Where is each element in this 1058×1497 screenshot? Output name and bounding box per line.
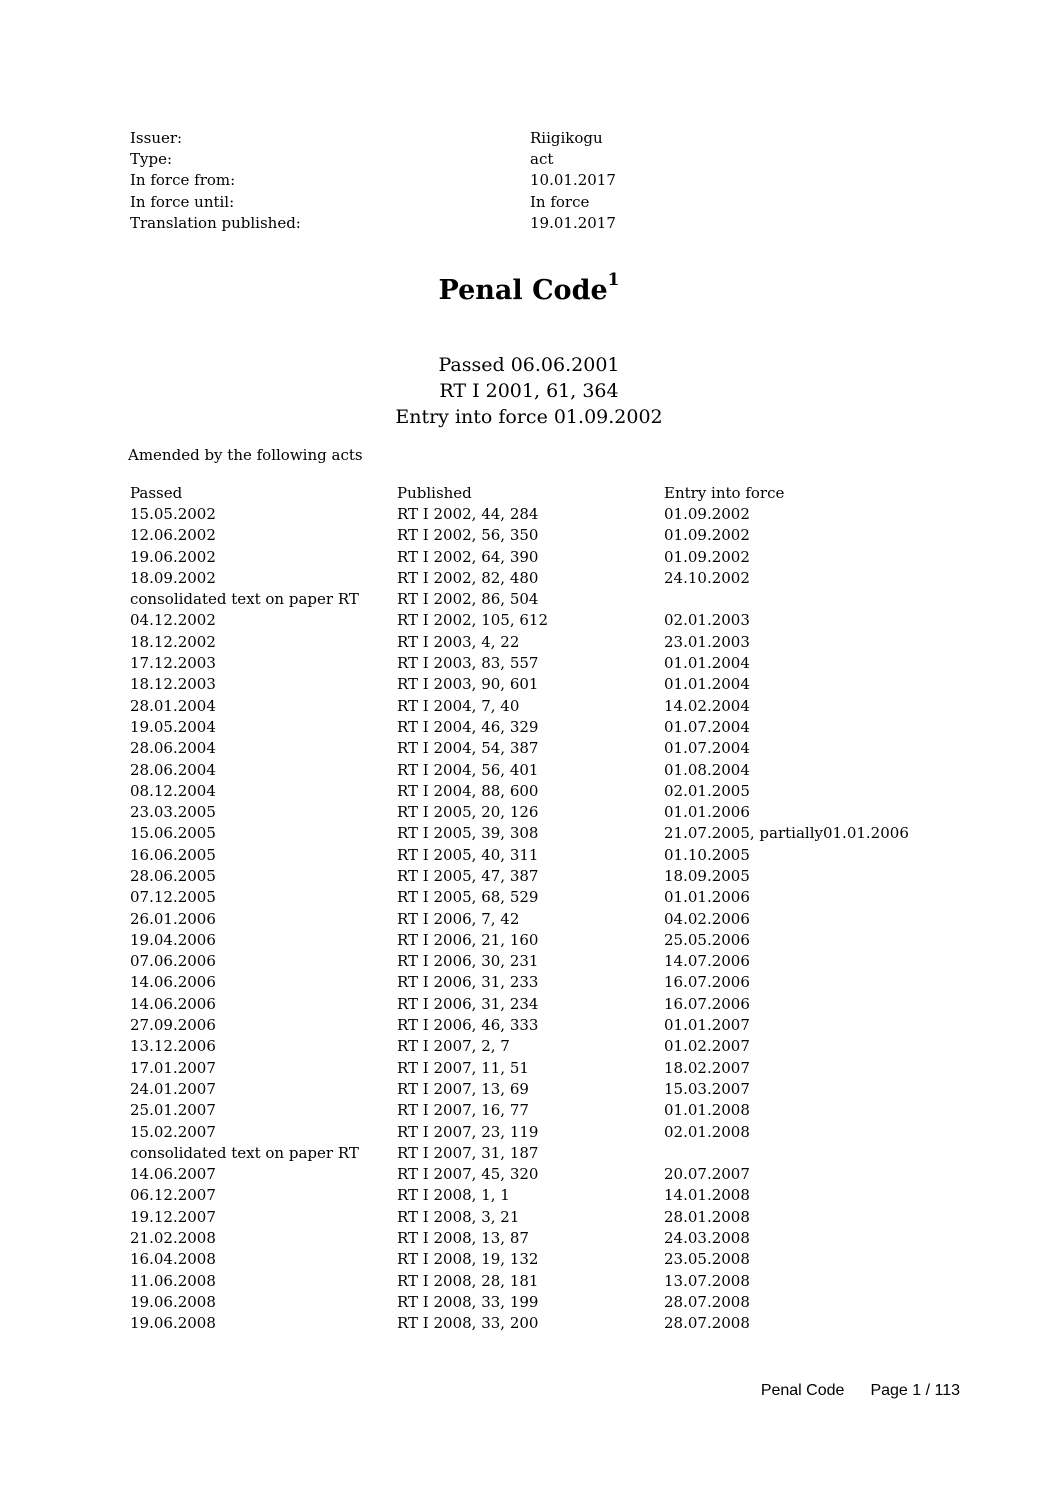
meta-label: Translation published:	[130, 213, 301, 232]
cell-entry-into-force: 02.01.2008	[664, 1122, 750, 1141]
cell-published: RT I 2002, 82, 480	[397, 568, 539, 587]
table-row	[130, 759, 950, 780]
cell-entry-into-force: 16.07.2006	[664, 994, 750, 1013]
cell-entry-into-force: 28.07.2008	[664, 1292, 750, 1311]
cell-passed: 16.04.2008	[130, 1250, 216, 1269]
table-row	[130, 1164, 950, 1185]
cell-entry-into-force: 01.01.2006	[664, 888, 750, 907]
cell-published: RT I 2008, 19, 132	[397, 1250, 539, 1269]
table-row	[130, 588, 950, 609]
header-published: Published	[397, 483, 472, 502]
cell-passed: 28.01.2004	[130, 696, 216, 715]
table-row	[130, 716, 950, 737]
cell-passed: 19.04.2006	[130, 930, 216, 949]
table-row	[130, 1270, 950, 1291]
cell-passed: 16.06.2005	[130, 845, 216, 864]
cell-published: RT I 2003, 4, 22	[397, 632, 520, 651]
cell-published: RT I 2005, 20, 126	[397, 803, 539, 822]
table-row	[130, 503, 950, 524]
cell-published: RT I 2008, 13, 87	[397, 1229, 529, 1248]
page-footer	[761, 1382, 960, 1400]
cell-passed: 28.06.2005	[130, 866, 216, 885]
cell-entry-into-force: 23.05.2008	[664, 1250, 750, 1269]
header-entry-into-force: Entry into force	[664, 483, 785, 502]
cell-published: RT I 2006, 46, 333	[397, 1016, 539, 1035]
cell-entry-into-force: 01.01.2004	[664, 654, 750, 673]
amending-acts-table	[130, 482, 950, 1334]
meta-label: Type:	[130, 149, 173, 168]
table-row	[130, 993, 950, 1014]
table-row	[130, 1206, 950, 1227]
cell-entry-into-force: 01.10.2005	[664, 845, 750, 864]
cell-published: RT I 2005, 40, 311	[397, 845, 539, 864]
cell-published: RT I 2005, 39, 308	[397, 824, 539, 843]
table-row	[130, 1142, 950, 1163]
cell-passed: 27.09.2006	[130, 1016, 216, 1035]
cell-entry-into-force: 20.07.2007	[664, 1165, 750, 1184]
meta-value: Riigikogu	[530, 128, 603, 147]
entry-into-force: Entry into force 01.09.2002	[395, 406, 663, 428]
cell-published: RT I 2005, 68, 529	[397, 888, 539, 907]
cell-entry-into-force: 01.01.2006	[664, 803, 750, 822]
meta-row	[130, 191, 650, 212]
cell-passed: 15.05.2002	[130, 504, 216, 523]
cell-entry-into-force	[664, 1142, 950, 1163]
cell-passed: 15.06.2005	[130, 824, 216, 843]
table-row	[130, 1014, 950, 1035]
table-row	[130, 695, 950, 716]
cell-passed: 18.12.2003	[130, 675, 216, 694]
meta-label: In force from:	[130, 171, 236, 190]
table-row	[130, 1121, 950, 1142]
cell-entry-into-force: 23.01.2003	[664, 632, 750, 651]
table-row	[130, 1291, 950, 1312]
cell-entry-into-force: 15.03.2007	[664, 1079, 750, 1098]
table-row	[130, 1313, 950, 1334]
footer-doc-name: Penal Code	[760, 1382, 845, 1399]
meta-value: act	[530, 149, 554, 168]
cell-published: RT I 2006, 31, 233	[397, 973, 539, 992]
cell-entry-into-force: 18.09.2005	[664, 866, 750, 885]
cell-passed: 13.12.2006	[130, 1037, 216, 1056]
cell-entry-into-force: 01.08.2004	[664, 760, 750, 779]
cell-published: RT I 2007, 2, 7	[397, 1037, 510, 1056]
cell-published: RT I 2006, 30, 231	[397, 952, 539, 971]
cell-published: RT I 2004, 56, 401	[397, 760, 539, 779]
table-row	[130, 674, 950, 695]
cell-passed: 15.02.2007	[130, 1122, 216, 1141]
cell-entry-into-force: 14.07.2006	[664, 952, 750, 971]
cell-published: RT I 2004, 88, 600	[397, 781, 539, 800]
meta-row	[130, 212, 650, 233]
table-header-row	[130, 482, 950, 503]
cell-published: RT I 2007, 16, 77	[397, 1101, 529, 1120]
act-metadata	[130, 127, 650, 233]
amended-heading: Amended by the following acts	[128, 446, 363, 464]
cell-entry-into-force: 14.02.2004	[664, 696, 750, 715]
cell-entry-into-force: 01.07.2004	[664, 739, 750, 758]
cell-passed: 19.06.2002	[130, 547, 216, 566]
meta-value: 19.01.2017	[530, 213, 616, 232]
header-passed: Passed	[130, 483, 183, 502]
title-text: Penal Code	[438, 275, 608, 306]
cell-entry-into-force: 01.07.2004	[664, 717, 750, 736]
cell-passed: 07.12.2005	[130, 888, 216, 907]
cell-published: RT I 2004, 54, 387	[397, 739, 539, 758]
cell-passed: 18.12.2002	[130, 632, 216, 651]
cell-passed: 14.06.2006	[130, 994, 216, 1013]
cell-entry-into-force: 25.05.2006	[664, 930, 750, 949]
cell-passed: 17.01.2007	[130, 1058, 216, 1077]
table-row	[130, 631, 950, 652]
passing-info	[0, 352, 1058, 430]
table-row	[130, 1185, 950, 1206]
cell-published: RT I 2002, 86, 504	[397, 590, 539, 609]
cell-entry-into-force: 28.01.2008	[664, 1207, 750, 1226]
meta-label: In force until:	[130, 192, 235, 211]
table-row	[130, 972, 950, 993]
cell-published: RT I 2008, 33, 199	[397, 1292, 539, 1311]
cell-published: RT I 2006, 21, 160	[397, 930, 539, 949]
rt-reference: RT I 2001, 61, 364	[439, 380, 619, 402]
passed-date: Passed 06.06.2001	[438, 354, 620, 376]
cell-entry-into-force: 04.02.2006	[664, 909, 750, 928]
cell-published: RT I 2008, 1, 1	[397, 1186, 510, 1205]
meta-row	[130, 148, 650, 169]
cell-published: RT I 2007, 13, 69	[397, 1079, 529, 1098]
cell-published: RT I 2003, 83, 557	[397, 654, 539, 673]
cell-passed: 18.09.2002	[130, 568, 216, 587]
cell-published: RT I 2004, 7, 40	[397, 696, 520, 715]
cell-passed: 19.05.2004	[130, 717, 216, 736]
table-row	[130, 1249, 950, 1270]
cell-entry-into-force: 01.02.2007	[664, 1037, 750, 1056]
table-row	[130, 951, 950, 972]
table-row	[130, 738, 950, 759]
cell-published: RT I 2006, 31, 234	[397, 994, 539, 1013]
cell-published: RT I 2008, 28, 181	[397, 1271, 539, 1290]
table-row	[130, 1057, 950, 1078]
cell-entry-into-force: 24.10.2002	[664, 568, 750, 587]
cell-passed: 14.06.2007	[130, 1165, 216, 1184]
cell-published: RT I 2007, 11, 51	[397, 1058, 529, 1077]
table-row	[130, 1100, 950, 1121]
cell-entry-into-force: 02.01.2005	[664, 781, 750, 800]
table-row	[130, 929, 950, 950]
cell-passed: 25.01.2007	[130, 1101, 216, 1120]
table-row	[130, 1036, 950, 1057]
cell-published: RT I 2008, 3, 21	[397, 1207, 520, 1226]
cell-passed: 17.12.2003	[130, 654, 216, 673]
cell-passed: consolidated text on paper RT	[130, 590, 359, 609]
cell-entry-into-force: 28.07.2008	[664, 1314, 750, 1333]
table-row	[130, 567, 950, 588]
cell-published: RT I 2002, 44, 284	[397, 504, 539, 523]
table-row	[130, 865, 950, 886]
cell-passed: consolidated text on paper RT	[130, 1143, 359, 1162]
cell-entry-into-force: 01.09.2002	[664, 504, 750, 523]
cell-entry-into-force: 01.01.2008	[664, 1101, 750, 1120]
cell-entry-into-force: 01.09.2002	[664, 547, 750, 566]
title-footnote-mark: 1	[607, 270, 620, 290]
cell-published: RT I 2003, 90, 601	[397, 675, 539, 694]
table-row	[130, 546, 950, 567]
cell-passed: 19.12.2007	[130, 1207, 216, 1226]
meta-value: In force	[530, 192, 590, 211]
cell-passed: 23.03.2005	[130, 803, 216, 822]
cell-entry-into-force: 14.01.2008	[664, 1186, 750, 1205]
cell-entry-into-force: 01.09.2002	[664, 526, 750, 545]
cell-passed: 04.12.2002	[130, 611, 216, 630]
table-row	[130, 525, 950, 546]
cell-passed: 26.01.2006	[130, 909, 216, 928]
cell-passed: 06.12.2007	[130, 1186, 216, 1205]
table-row	[130, 844, 950, 865]
page-number: Page 1 / 113	[870, 1382, 960, 1399]
cell-published: RT I 2007, 31, 187	[397, 1143, 539, 1162]
meta-label: Issuer:	[130, 128, 183, 147]
cell-entry-into-force: 16.07.2006	[664, 973, 750, 992]
meta-row	[130, 127, 650, 148]
cell-passed: 28.06.2004	[130, 739, 216, 758]
cell-passed: 07.06.2006	[130, 952, 216, 971]
cell-passed: 11.06.2008	[130, 1271, 216, 1290]
cell-published: RT I 2007, 45, 320	[397, 1165, 539, 1184]
cell-passed: 28.06.2004	[130, 760, 216, 779]
cell-passed: 21.02.2008	[130, 1229, 216, 1248]
table-row	[130, 1227, 950, 1248]
cell-published: RT I 2002, 105, 612	[397, 611, 549, 630]
table-row	[130, 610, 950, 631]
cell-entry-into-force: 18.02.2007	[664, 1058, 750, 1077]
cell-passed: 14.06.2006	[130, 973, 216, 992]
meta-value: 10.01.2017	[530, 171, 616, 190]
cell-entry-into-force: 21.07.2005, partially01.01.2006	[664, 824, 909, 843]
cell-entry-into-force: 01.01.2004	[664, 675, 750, 694]
table-row	[130, 801, 950, 822]
table-row	[130, 887, 950, 908]
cell-published: RT I 2006, 7, 42	[397, 909, 520, 928]
cell-published: RT I 2005, 47, 387	[397, 866, 539, 885]
table-row	[130, 652, 950, 673]
cell-entry-into-force: 24.03.2008	[664, 1229, 750, 1248]
cell-passed: 24.01.2007	[130, 1079, 216, 1098]
cell-passed: 12.06.2002	[130, 526, 216, 545]
table-row	[130, 1078, 950, 1099]
table-row	[130, 908, 950, 929]
cell-published: RT I 2004, 46, 329	[397, 717, 539, 736]
document-title	[0, 270, 1058, 306]
table-row	[130, 780, 950, 801]
cell-entry-into-force	[664, 588, 950, 609]
cell-entry-into-force: 13.07.2008	[664, 1271, 750, 1290]
cell-published: RT I 2002, 64, 390	[397, 547, 539, 566]
table-row	[130, 823, 950, 844]
cell-passed: 19.06.2008	[130, 1314, 216, 1333]
cell-published: RT I 2002, 56, 350	[397, 526, 539, 545]
cell-published: RT I 2007, 23, 119	[397, 1122, 539, 1141]
cell-passed: 08.12.2004	[130, 781, 216, 800]
cell-published: RT I 2008, 33, 200	[397, 1314, 539, 1333]
cell-passed: 19.06.2008	[130, 1292, 216, 1311]
meta-row	[130, 170, 650, 191]
cell-entry-into-force: 02.01.2003	[664, 611, 750, 630]
cell-entry-into-force: 01.01.2007	[664, 1016, 750, 1035]
